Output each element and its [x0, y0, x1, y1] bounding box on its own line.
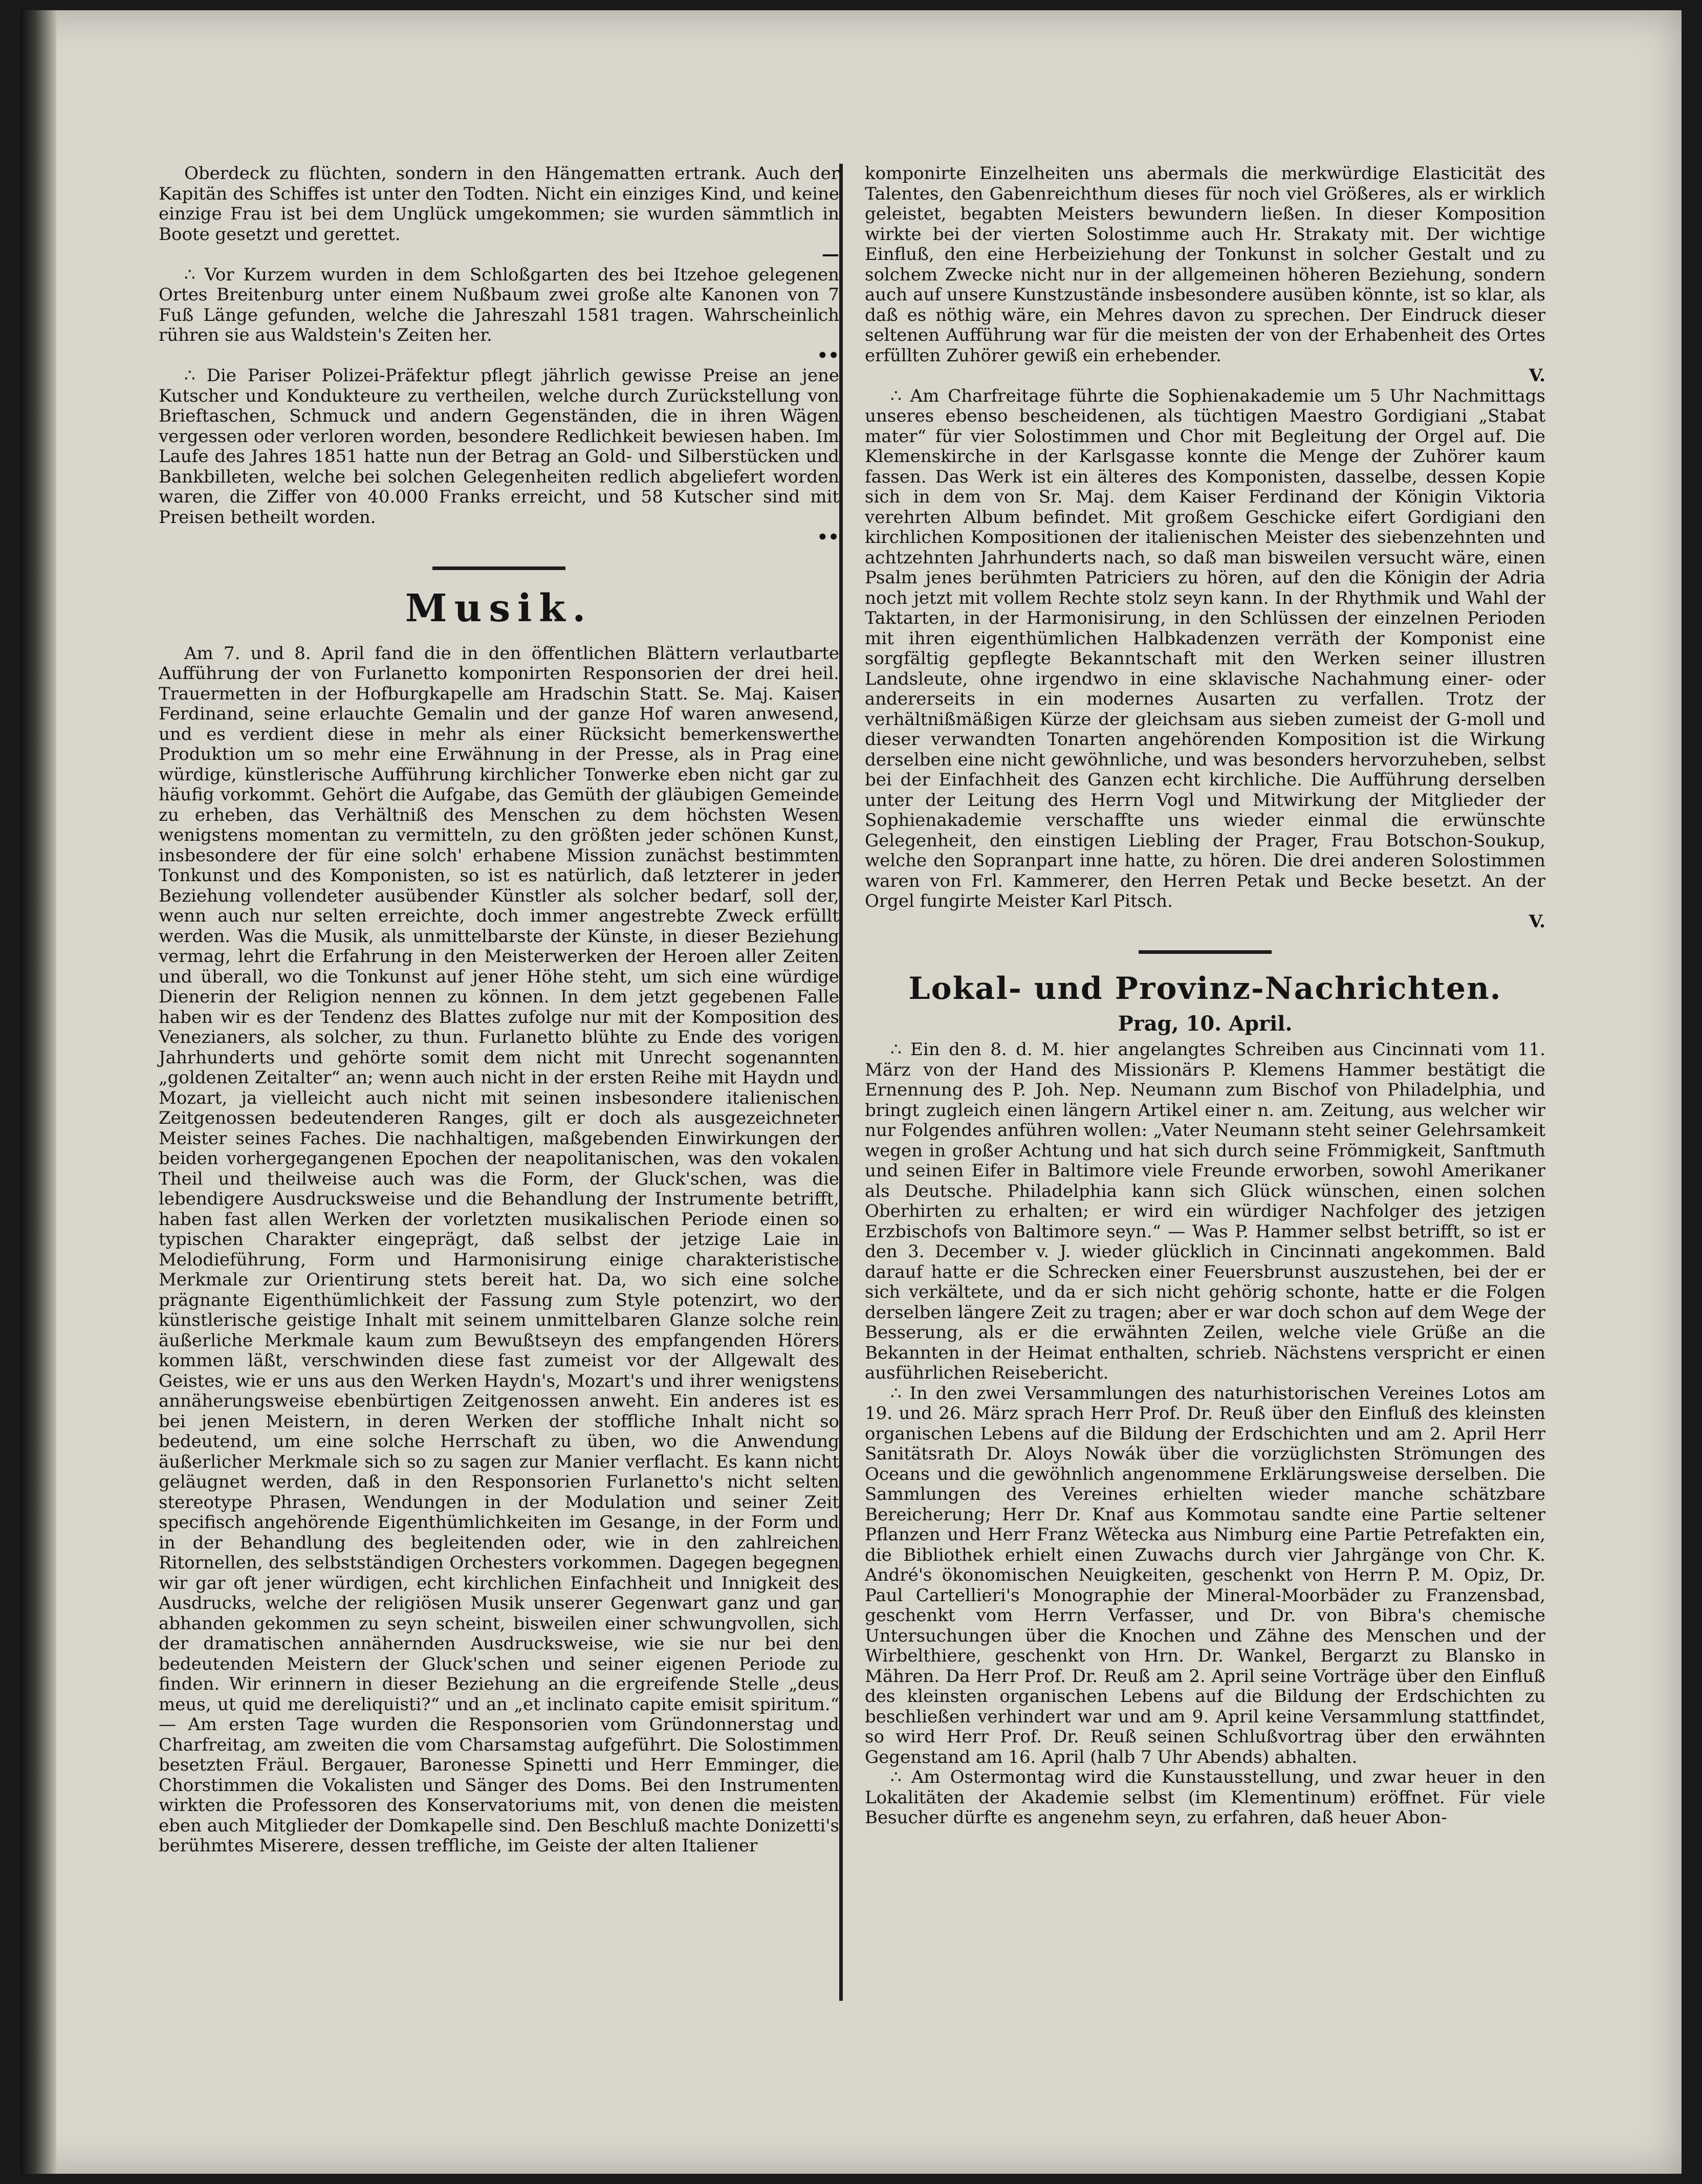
article-neumann: ∴ Ein den 8. d. M. hier angelangtes Schreiben aus Cincinnati vom 11. März von der Hand des Missionärs P. Klemens Hammer bestätigt die Ernennung des P. Joh. Nep. Neumann zum Bischof von Philadelphia, und bringt zugleich einen längern Artikel einer n. am. Zeitung, aus welcher wir nur Folgendes anführen wollen: „Vater Neumann steht seiner Gelehrsamkeit wegen in großer Achtung und hat sich durch seine Frömmigkeit, Sanftmuth und seinen Eifer in Baltimore viele Freunde erworben, sowohl Amerikaner als Deutsche. Philadelphia kann sich Glück wünschen, einen solchen Oberhirten zu erhalten; er wird ein würdiger Nachfolger des jetzigen Erzbischofs von Baltimore seyn.“ — Was P. Hammer selbst betrifft, so ist er den 3. December v. J. wieder glücklich in Cincinnati angekommen. Bald darauf hatte er die Schrecken einer Feuersbrunst auszustehen, bei der er sich verkältete, und da er sich nicht gehörig schonte, hatte er die Folgen derselben längere Zeit zu tragen; aber er war doch schon auf dem Wege der Besserung, als er die erwähnten Zeilen, welche viele Grüße an die Bekannten in der Heimat enthalten, schrieb. Nächstens verspricht er einen ausführlichen Reisebericht. — [865, 1039, 1545, 1383]
right-column — [865, 164, 1545, 1828]
section-heading-musik: Musik. — [405, 586, 593, 630]
article-signature: V. — [1529, 365, 1545, 386]
article-signature: V. — [1529, 911, 1545, 932]
article-lotos-verein: ∴ In den zwei Versammlungen des naturhistorischen Vereines Lotos am 19. und 26. März sprach Herr Prof. Dr. Reuß über den Einfluß des kleinsten organischen Lebens auf die Bildung der Erdschichten und am 2. April Herr Sanitätsrath Dr. Aloys Nowák über die vorzüglichsten Strömungen des Oceans und die gewöhnlich angenommene Erklärungsweise derselben. Die Sammlungen des Vereines erhielten wieder manche schätzbare Bereicherung; Herr Dr. Knaf aus Kommotau sandte eine Partie seltener Pflanzen und Herr Franz Wětecka aus Nimburg eine Partie Petrefakten ein, die Bibliothek erhielt einen Zuwachs durch vier Jahrgänge von Chr. K. André's ökonomischen Neuigkeiten, geschenkt von Herrn P. M. Opiz, Dr. Paul Cartellieri's Monographie der Mineral-Moorbäder zu Franzensbad, geschenkt vom Herrn Verfasser, und Dr. von Bibra's chemische Untersuchungen über die Knochen und Zähne des Menschen und der Wirbelthiere, geschenkt von Hrn. Dr. Wankel, Bergarzt zu Blansko in Mähren. Da Herr Prof. Dr. Reuß am 2. April seine Vorträge über den Einfluß des kleinsten organischen Lebens auf die Bildung der Erdschichten zu beschließen verhindert war und am 9. April keine Versammlung stattfindet, so wird Herr Prof. Dr. Reuß seinen Schlußvortrag über den erwähnten Gegenstand am 16. April (halb 7 Uhr Abends) abhalten. — [865, 1383, 1545, 1767]
book-spine-shadow — [20, 10, 56, 2174]
section-rule — [432, 566, 565, 570]
article-furlanetto: Am 7. und 8. April fand die in den öffentlichen Blättern verlautbarte Aufführung der von Furlanetto komponirten Responsorien der drei heil. Trauermetten in der Hofburgkapelle am Hradschin Statt. Se. Maj. Kaiser Ferdinand, seine erlauchte Gemalin und der ganze Hof waren anwesend, und es verdient diese in mehr als einer Rücksicht bemerkenswerthe Produktion um so mehr eine Erwähnung in der Presse, als in Prag eine würdige, künstlerische Aufführung kirchlicher Tonwerke eben nicht gar zu häufig vorkommt. Gehört die Aufgabe, das Gemüth der gläubigen Gemeinde zu erheben, das Verhältniß des Menschen zu dem höchsten Wesen wenigstens momentan zu vermitteln, zu den größten jeder schönen Kunst, insbesondere der für eine solch' erhabene Mission zunächst bestimmten Tonkunst und des Komponisten, so ist es natürlich, daß letzterer in jeder Beziehung vollendeter ausübender Künstler als solcher bedarf, soll der, wenn auch nur selten erreichte, doch immer angestrebte Zweck erfüllt werden. Was die Musik, als unmittelbarste der Künste, in dieser Beziehung vermag, lehrt die Erfahrung in den Meisterwerken der Heroen aller Zeiten und überall, wo die Tonkunst auf jener Höhe steht, um sich eine würdige Dienerin der Religion nennen zu können. In dem jetzt gegebenen Falle haben wir es der Tendenz des Blattes zufolge nur mit der Komposition des Venezianers, als solcher, zu thun. Furlanetto blühte zu Ende des vorigen Jahrhunderts und gehörte somit dem nicht mit Unrecht sogenannten „goldenen Zeitalter“ an; wenn auch nicht in der ersten Reihe mit Haydn und Mozart, ja vielleicht auch nicht mit seinen insbesondere italienischen Zeitgenossen bedeutenderen Ranges, gilt er doch als ausgezeichneter Meister seines Faches. Die nachhaltigen, maßgebenden Einwirkungen der beiden vorhergegangenen Epochen der neapolitanischen, was den vokalen Theil und theilweise auch was die Form, der Gluck'schen, was die lebendigere Ausdrucksweise und die Behandlung der Instrumente betrifft, haben fast allen Werken der vorletzten musikalischen Periode einen so typischen Charakter eingeprägt, daß selbst der jetzige Laie in Melodieführung, Form und Harmonisirung einige charakteristische Merkmale zur Orientirung stets bereit hat. Da, wo sich eine solche prägnante Eigenthümlichkeit der Fassung zum Style potenzirt, wo der künstlerische geistige Inhalt mit seinem unmittelbaren Glanze solche rein äußerliche Merkmale kaum zum Bewußtseyn des empfangenden Hörers kommen läßt, verschwinden diese fast zumeist vor der Allgewalt des Geistes, wie er uns aus den Werken Haydn's, Mozart's und ihrer wenigstens annäherungsweise ebenbürtigen Zeitgenossen anweht. Ein anderes ist es bei jenen Meistern, in deren Werken der stoffliche Inhalt nicht so bedeutend, um eine solche Herrschaft zu üben, wo die Anwendung äußerlicher Merkmale sich so zu sagen zur Manier verflacht. Es kann nicht geläugnet werden, daß in den Responsorien Furlanetto's nicht selten stereotype Phrasen, Wendungen in der Modulation und seiner Zeit specifisch angehörende Eigenthümlichkeiten im Gesange, in der Form und in der Behandlung des begleitenden oder, wie in den zahlreichen Ritornellen, des selbstständigen Orchesters vorkommen. Dagegen begegnen wir gar oft jener würdigen, echt kirchlichen Einfachheit und Innigkeit des Ausdrucks, welche der religiösen Musik unserer Gegenwart ganz und gar abhanden gekommen zu seyn scheint, bisweilen einer schwungvollen, sich der dramatischen annähernden Ausdrucksweise, wie sie nur bei den bedeutenden Meistern der Gluck'schen und seiner eigenen Periode zu finden. Wir erinnern in dieser Beziehung an die ergreifende Stelle „deus meus, ut quid me dereliquisti?“ und an „et inclinato capite emisit spiritum.“ — Am ersten Tage wurden die Responsorien vom Gründonnerstag und Charfreitag, am zweiten die vom Charsamstag aufgeführt. Die Solostimmen besetzten Fräul. Bergauer, Baronesse Spinetti und Herr Emminger, die Chorstimmen die Vokalisten und Sänger des Doms. Bei den Instrumenten wirkten die Professoren des Konservatoriums mit, von denen die meisten eben auch Mitglieder der Domkapelle sind. Den Beschluß machte Donizetti's berühmtes Miserere, dessen treffliche, im Geiste der alten Italiener — [159, 643, 839, 1856]
article-shipwreck: Oberdeck zu flüchten, sondern in den Hängematten ertrank. Auch der Kapitän des Schiffes ist unter den Todten. Nicht ein einziges Kind, und keine einzige Frau ist bei dem Unglück umgekommen; sie wurden sämmtlich in Boote gesetzt und gerettet. — [159, 163, 839, 245]
article-signature: •• — [817, 345, 839, 366]
article-signature: •• — [817, 527, 839, 548]
article-signature: — — [822, 244, 839, 265]
dateline: Prag, 10. April. — [1118, 1012, 1293, 1036]
section-heading-lokal: Lokal- und Provinz-Nachrichten. — [908, 971, 1502, 1007]
article-kunstausstellung: ∴ Am Ostermontag wird die Kunstausstellung, und zwar heuer in den Lokalitäten der Akademie selbst (im Klementinum) eröffnet. Für viele Besucher dürfte es angenehm seyn, zu erfahren, daß heuer Abon- — [865, 1767, 1545, 1828]
newspaper-page — [20, 10, 1682, 2174]
left-column — [159, 164, 839, 1857]
article-stabat-mater: ∴ Am Charfreitage führte die Sophienakademie um 5 Uhr Nachmittags unseres ebenso bescheidenen, als tüchtigen Maestro Gordigiani „Stabat mater“ für vier Solostimmen und Chor mit Begleitung der Orgel auf. Die Klemenskirche in der Karlsgasse konnte die Menge der Zuhörer kaum fassen. Das Werk ist ein älteres des Komponisten, dasselbe, dessen Kopie sich in dem von Sr. Maj. dem Kaiser Ferdinand der Königin Viktoria verehrten Album befindet. Mit großem Geschicke eifert Gordigiani den kirchlichen Kompositionen der italienischen Meister des siebenzehnten und achtzehnten Jahrhunderts nach, so daß man bisweilen versucht wäre, einen Psalm jenes berühmten Patriciers zu hören, auf den die Königin der Adria noch jetzt mit vollem Rechte stolz seyn kann. In der Rhythmik und Wahl der Taktarten, in der Harmonisirung, in den Schlüssen der einzelnen Perioden mit ihren eigenthümlichen Halbkadenzen verräth der Komponist eine sorgfältig gepflegte Bekanntschaft mit den Werken seiner illustren Landsleute, ohne irgendwo in eine sklavische Nachahmung einer- oder andererseits in ein modernes Ausarten zu verfallen. Trotz der verhältnißmäßigen Kürze der gleichsam aus sieben zumeist der G-moll und dieser verwandten Tonarten angehörenden Komposition ist die Wirkung derselben eine nicht gewöhnliche, und was besonders hervorzuheben, selbst bei der Einfachheit des Ganzen echt kirchliche. Die Aufführung derselben unter der Leitung des Herrn Vogl und Mitwirkung der Mitglieder der Sophienakademie verschaffte uns wieder einmal die erwünschte Gelegenheit, den einstigen Liebling der Prager, Frau Botschon-Soukup, welche den Sopranpart inne hatte, zu hören. Die drei anderen Solostimmen waren von Frl. Kammerer, den Herren Petak und Becke besetzt. An der Orgel fungirte Meister Karl Pitsch. — [865, 385, 1545, 911]
column-divider — [839, 164, 843, 2001]
article-furlanetto-continued: komponirte Einzelheiten uns abermals die merkwürdige Elasticität des Talentes, den Gabenreichthum dieses für noch viel Größeres, als er wirklich geleistet, begabten Meisters bewundern ließen. In dieser Komposition wirkte bei der vierten Solostimme auch Hr. Strakaty mit. Der wichtige Einfluß, den eine Herbeiziehung der Tonkunst in solcher Gestalt und zu solchem Zwecke nicht nur in der allgemeinen höheren Beziehung, sondern auch auf unsere Kunstzustände insbesondere ausüben könnte, ist so klar, als daß es nöthig wäre, ein Mehres davon zu sprechen. Der Eindruck dieser seltenen Aufführung war für die meisten der von der Erhabenheit des Ortes erfüllten Zuhörer gewiß ein erhebender. — [865, 163, 1545, 366]
article-paris-police: ∴ Die Pariser Polizei-Präfektur pflegt jährlich gewisse Preise an jene Kutscher und Kondukteure zu vertheilen, welche durch Zurückstellung von Brieftaschen, Schmuck und andern Gegenständen, die in ihren Wägen vergessen oder verloren worden, besondere Redlichkeit bewiesen haben. Im Laufe des Jahres 1851 hatte nun der Betrag an Gold- und Silberstücken und Bankbilleten, welche bei solchen Gelegenheiten redlich abgeliefert worden waren, die Ziffer von 40.000 Franks erreicht, und 58 Kutscher sind mit Preisen betheilt worden. — [159, 365, 839, 528]
section-rule — [1139, 950, 1272, 954]
article-cannons: ∴ Vor Kurzem wurden in dem Schloßgarten des bei Itzehoe gelegenen Ortes Breitenburg unter einem Nußbaum zwei große alte Kanonen von 7 Fuß Länge gefunden, welche die Jahreszahl 1581 tragen. Wahrscheinlich rühren sie aus Waldstein's Zeiten her. — [159, 264, 839, 345]
